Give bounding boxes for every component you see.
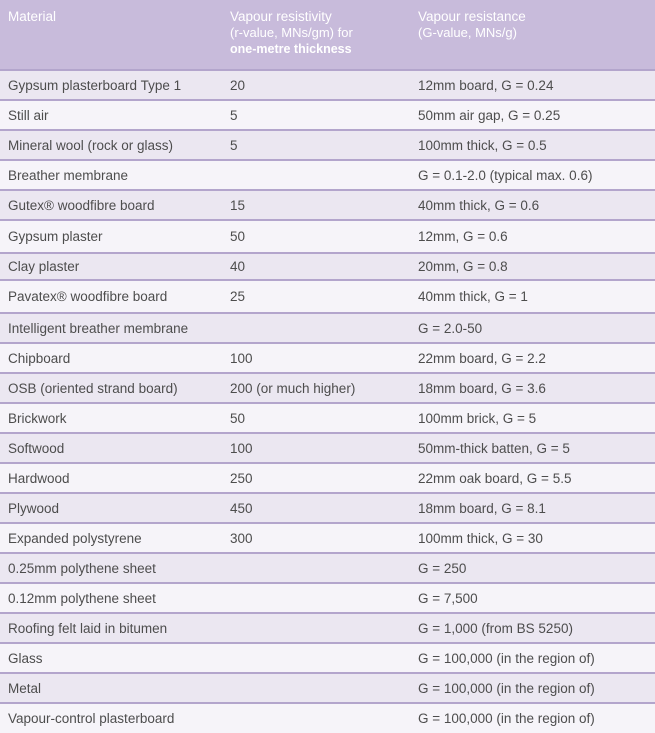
table-row <box>0 523 655 553</box>
resistance-cell: 18mm board, G = 8.1 <box>418 500 546 516</box>
resistivity-cell: 200 (or much higher) <box>230 380 356 396</box>
material-cell: 0.25mm polythene sheet <box>8 560 156 576</box>
resistivity-cell: 40 <box>230 259 246 274</box>
table-row <box>0 673 655 703</box>
material-cell: Clay plaster <box>8 259 80 274</box>
material-cell: Vapour-control plasterboard <box>8 711 175 726</box>
resistivity-cell: 300 <box>230 530 253 546</box>
table-header <box>0 0 655 70</box>
table-row <box>0 160 655 190</box>
resistivity-cell <box>222 673 410 703</box>
material-cell: Expanded polystyrene <box>8 530 142 546</box>
header-resistivity-line1: Vapour resistivity <box>230 9 332 24</box>
table-row <box>0 493 655 523</box>
table-row <box>0 433 655 463</box>
header-vapour-resistance <box>410 0 655 70</box>
table-row <box>0 190 655 220</box>
header-row <box>0 0 655 70</box>
resistance-cell: 50mm air gap, G = 0.25 <box>418 107 561 123</box>
table-row <box>0 373 655 403</box>
material-cell: Gutex® woodfibre board <box>8 197 155 213</box>
material-cell: Roofing felt laid in bitumen <box>8 620 168 636</box>
material-cell: Pavatex® woodfibre board <box>8 289 168 304</box>
resistance-cell: 12mm board, G = 0.24 <box>418 77 554 93</box>
table-row <box>0 343 655 373</box>
resistance-cell: G = 250 <box>418 560 467 576</box>
table-row <box>0 613 655 643</box>
resistance-cell: G = 100,000 (in the region of) <box>418 680 595 696</box>
material-cell: 0.12mm polythene sheet <box>8 590 156 606</box>
resistivity-cell <box>222 703 410 733</box>
table-row <box>0 253 655 280</box>
resistivity-cell: 5 <box>230 137 238 153</box>
resistance-cell: G = 0.1-2.0 (typical max. 0.6) <box>418 167 593 183</box>
resistivity-cell: 50 <box>230 229 246 244</box>
table-row <box>0 220 655 253</box>
header-resistance-line1: Vapour resistance <box>418 9 526 24</box>
table-row <box>0 130 655 160</box>
resistance-cell: 22mm oak board, G = 5.5 <box>418 470 572 486</box>
table-row <box>0 463 655 493</box>
material-cell: Glass <box>8 650 43 666</box>
material-cell: Plywood <box>8 500 60 516</box>
resistivity-cell <box>222 643 410 673</box>
table-row <box>0 553 655 583</box>
resistance-cell: 100mm brick, G = 5 <box>418 410 537 426</box>
resistivity-cell: 100 <box>230 350 253 366</box>
material-cell: Gypsum plasterboard Type 1 <box>8 77 182 93</box>
material-cell: Intelligent breather membrane <box>8 320 189 336</box>
material-cell: Chipboard <box>8 350 71 366</box>
table-row <box>0 643 655 673</box>
resistance-cell: G = 100,000 (in the region of) <box>418 711 595 726</box>
resistivity-cell <box>222 160 410 190</box>
material-cell: Brickwork <box>8 410 67 426</box>
header-material <box>0 0 222 70</box>
resistance-cell: G = 7,500 <box>418 590 478 606</box>
resistivity-cell: 5 <box>230 107 238 123</box>
resistance-cell: 20mm, G = 0.8 <box>418 259 508 274</box>
material-cell: Breather membrane <box>8 167 129 183</box>
resistivity-cell <box>222 313 410 343</box>
header-resistivity-line3: one-metre thickness <box>230 42 352 56</box>
material-cell: Hardwood <box>8 470 70 486</box>
material-cell: Mineral wool (rock or glass) <box>8 137 174 153</box>
resistivity-cell <box>222 583 410 613</box>
table-row <box>0 70 655 100</box>
resistance-cell: 100mm thick, G = 0.5 <box>418 137 547 153</box>
resistance-cell: 100mm thick, G = 30 <box>418 530 543 546</box>
material-cell: Gypsum plaster <box>8 229 103 244</box>
table-row <box>0 583 655 613</box>
resistivity-cell <box>222 613 410 643</box>
table-row <box>0 313 655 343</box>
table-row <box>0 403 655 433</box>
resistivity-cell <box>222 553 410 583</box>
header-material-label: Material <box>8 9 57 24</box>
resistance-cell: 22mm board, G = 2.2 <box>418 350 546 366</box>
material-cell: Metal <box>8 680 42 696</box>
table-row <box>0 280 655 313</box>
resistance-cell: G = 2.0-50 <box>418 320 483 336</box>
material-cell: Still air <box>8 107 49 123</box>
table-body <box>0 70 655 733</box>
resistance-cell: G = 100,000 (in the region of) <box>418 650 595 666</box>
header-vapour-resistivity <box>222 0 410 70</box>
table-row <box>0 100 655 130</box>
table-row <box>0 703 655 733</box>
resistivity-cell: 50 <box>230 410 246 426</box>
material-cell: Softwood <box>8 440 65 456</box>
resistance-cell: 50mm-thick batten, G = 5 <box>418 440 570 456</box>
resistance-cell: 12mm, G = 0.6 <box>418 229 508 244</box>
resistivity-cell: 100 <box>230 440 253 456</box>
resistivity-cell: 250 <box>230 470 253 486</box>
header-resistance-line2: (G-value, MNs/g) <box>418 25 517 40</box>
resistance-cell: 40mm thick, G = 1 <box>418 289 528 304</box>
resistance-cell: 18mm board, G = 3.6 <box>418 380 546 396</box>
resistivity-cell: 25 <box>230 289 246 304</box>
header-resistivity-line2: (r-value, MNs/gm) for <box>230 25 353 40</box>
resistance-cell: 40mm thick, G = 0.6 <box>418 197 540 213</box>
resistivity-cell: 15 <box>230 197 246 213</box>
material-cell: OSB (oriented strand board) <box>8 380 178 396</box>
resistance-cell: G = 1,000 (from BS 5250) <box>418 620 573 636</box>
resistivity-cell: 20 <box>230 77 246 93</box>
resistivity-cell: 450 <box>230 500 253 516</box>
